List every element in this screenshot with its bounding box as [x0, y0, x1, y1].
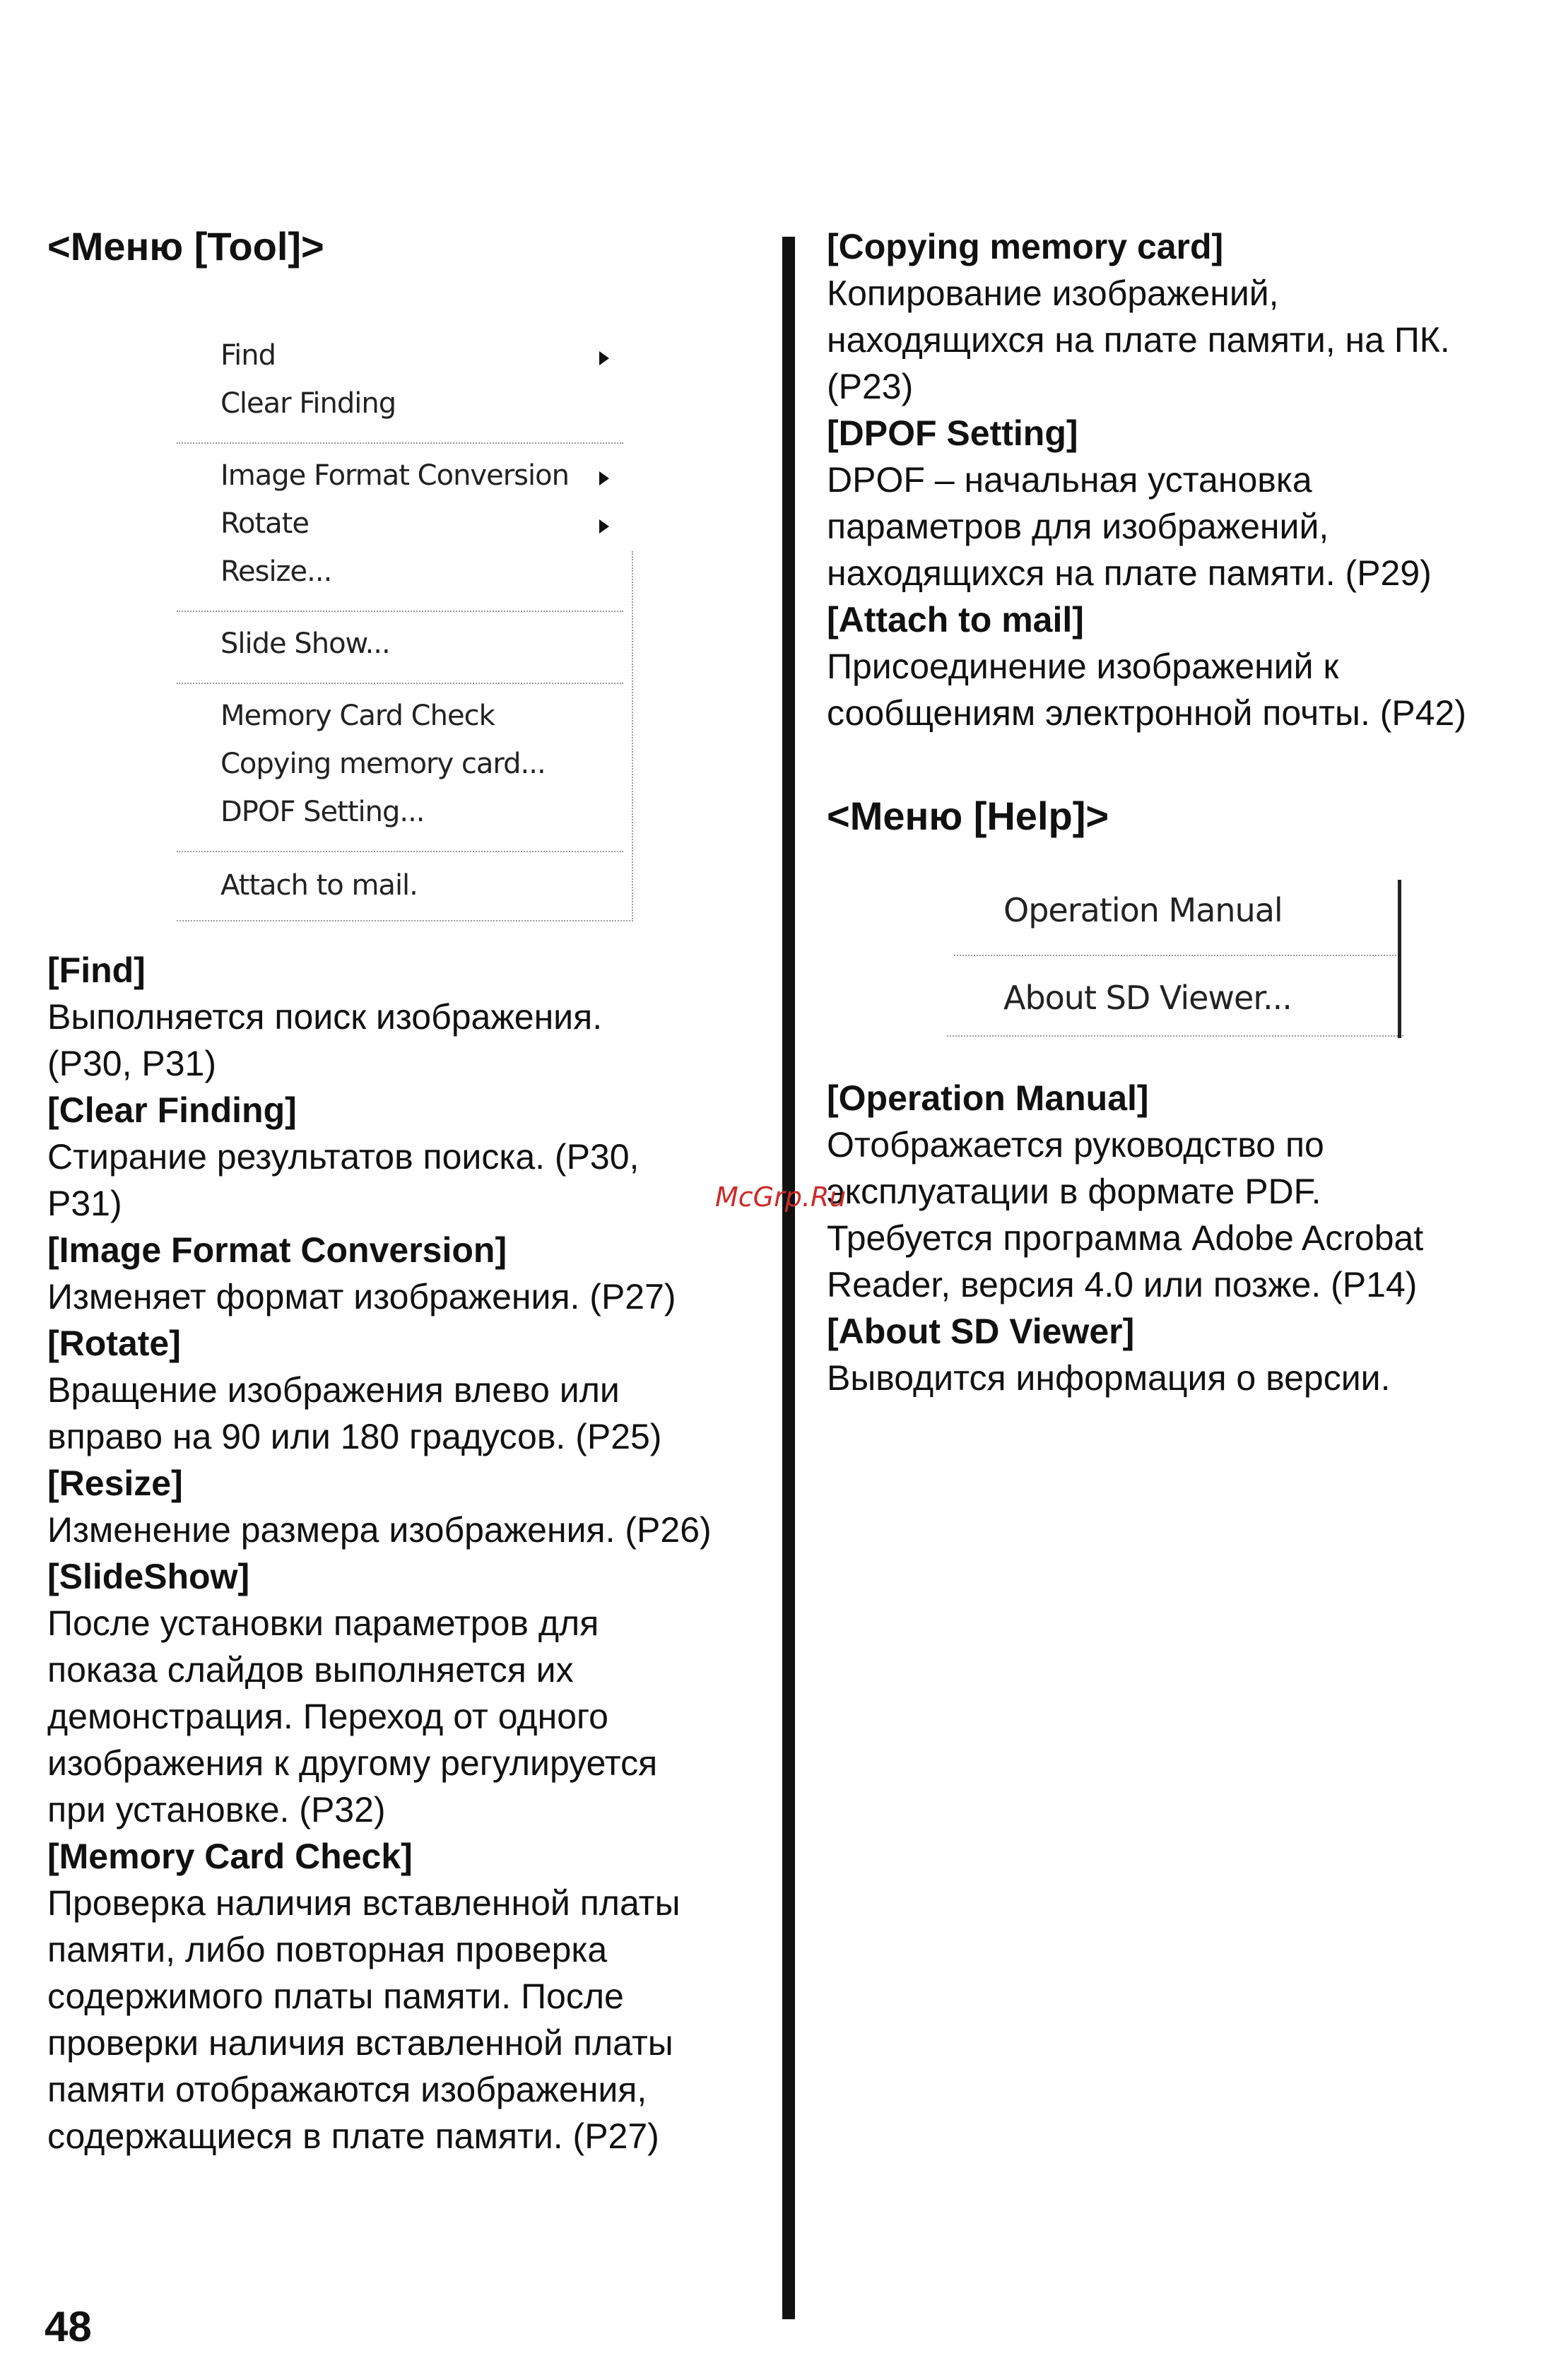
menu-item-find[interactable]: Find	[220, 339, 276, 372]
entry-term: [Resize]	[47, 1463, 183, 1503]
entry-attach-to-mail	[827, 596, 1541, 736]
entry-desc: Проверка наличия вставленной платы памяти, либо повторная проверка содержимого платы памяти. После проверки наличия вставленной платы памяти отображаются изображения, содержащиеся в плате памяти. (P27)	[47, 1883, 681, 2156]
menu-separator	[177, 851, 623, 852]
menu-item-clear-finding[interactable]: Clear Finding	[220, 387, 396, 420]
entry-about-sd-viewer	[827, 1308, 1541, 1401]
entry-term: [Memory Card Check]	[47, 1837, 413, 1876]
entry-term: [Clear Finding]	[47, 1090, 297, 1130]
entry-operation-manual	[827, 1075, 1541, 1308]
entry-clear-finding	[47, 1087, 768, 1227]
entry-desc: Копирование изображений, находящихся на плате памяти, на ПК. (P23)	[827, 273, 1450, 406]
entry-term: [About SD Viewer]	[827, 1312, 1135, 1351]
tool-menu-screenshot	[177, 332, 636, 926]
menu-item-attach-to-mail[interactable]: Attach to mail.	[220, 869, 418, 902]
submenu-arrow-icon	[599, 471, 609, 485]
help-menu-heading: <Меню [Help]>	[827, 794, 1109, 838]
menu-item-resize[interactable]: Resize...	[220, 555, 332, 588]
entry-desc: Стирание результатов поиска. (P30, P31)	[47, 1137, 640, 1223]
menu-item-copying-memory-card[interactable]: Copying memory card...	[220, 748, 546, 780]
entry-term: [SlideShow]	[47, 1557, 250, 1596]
entry-desc: Присоединение изображений к сообщениям электронной почты. (P42)	[827, 647, 1467, 733]
menu-bottom-border	[947, 1035, 1403, 1037]
tool-menu-heading: <Меню [Tool]>	[47, 224, 324, 269]
menu-separator	[177, 442, 623, 444]
entry-rotate	[47, 1320, 768, 1460]
entry-term: [Operation Manual]	[827, 1078, 1149, 1118]
entry-desc: Отображается руководство по эксплуатации в формате PDF. Требуется программа Adobe Acrobat Reader, версия 4.0 или позже. (P14)	[827, 1125, 1424, 1304]
menu-right-border	[1398, 880, 1401, 1038]
menu-item-about-sd-viewer[interactable]: About SD Viewer...	[1003, 979, 1292, 1017]
tool-entries-continued	[827, 223, 1541, 736]
tool-entries	[47, 947, 768, 2160]
entry-slideshow	[47, 1553, 768, 1833]
entry-desc: Выполняется поиск изображения. (P30, P31)	[47, 997, 603, 1083]
menu-item-dpof-setting[interactable]: DPOF Setting...	[220, 796, 425, 828]
menu-item-image-format-conversion[interactable]: Image Format Conversion	[220, 459, 569, 492]
entry-desc: Вращение изображения влево или вправо на 90 или 180 градусов. (P25)	[47, 1370, 662, 1456]
menu-separator	[177, 611, 623, 612]
entry-desc: DPOF – начальная установка параметров для изображений, находящихся на плате памяти. (P29)	[827, 460, 1432, 593]
entry-find	[47, 947, 768, 1087]
menu-item-operation-manual[interactable]: Operation Manual	[1003, 891, 1283, 929]
help-entries	[827, 1075, 1541, 1401]
submenu-arrow-icon	[599, 351, 609, 365]
submenu-arrow-icon	[599, 519, 609, 534]
menu-item-slide-show[interactable]: Slide Show...	[220, 628, 390, 660]
entry-desc: Выводится информация о версии.	[827, 1358, 1391, 1398]
entry-term: [Attach to mail]	[827, 600, 1084, 640]
entry-term: [Find]	[47, 950, 146, 990]
entry-copying-memory-card	[827, 223, 1541, 410]
entry-term: [DPOF Setting]	[827, 413, 1078, 453]
help-menu-screenshot	[947, 880, 1406, 1042]
menu-item-rotate[interactable]: Rotate	[220, 507, 309, 540]
menu-separator	[954, 955, 1399, 956]
entry-desc: Изменение размера изображения. (P26)	[47, 1510, 712, 1550]
page-number: 48	[45, 2303, 92, 2350]
entry-term: [Copying memory card]	[827, 227, 1224, 266]
entry-memory-card-check	[47, 1833, 768, 2160]
watermark: McGrp.Ru	[715, 1182, 847, 1213]
entry-term: [Image Format Conversion]	[47, 1230, 507, 1270]
menu-separator	[177, 683, 623, 684]
entry-desc: После установки параметров для показа слайдов выполняется их демонстрация. Переход от одного изображения к другому регулируется при установке. (P32)	[47, 1603, 658, 1830]
menu-right-border	[632, 551, 633, 921]
column-divider	[782, 237, 795, 2319]
menu-item-memory-card-check[interactable]: Memory Card Check	[220, 700, 495, 732]
entry-term: [Rotate]	[47, 1324, 181, 1363]
entry-desc: Изменяет формат изображения. (P27)	[47, 1277, 676, 1316]
entry-dpof-setting	[827, 410, 1541, 596]
menu-bottom-border	[177, 920, 633, 921]
entry-resize	[47, 1460, 768, 1553]
entry-image-format-conversion	[47, 1227, 768, 1320]
